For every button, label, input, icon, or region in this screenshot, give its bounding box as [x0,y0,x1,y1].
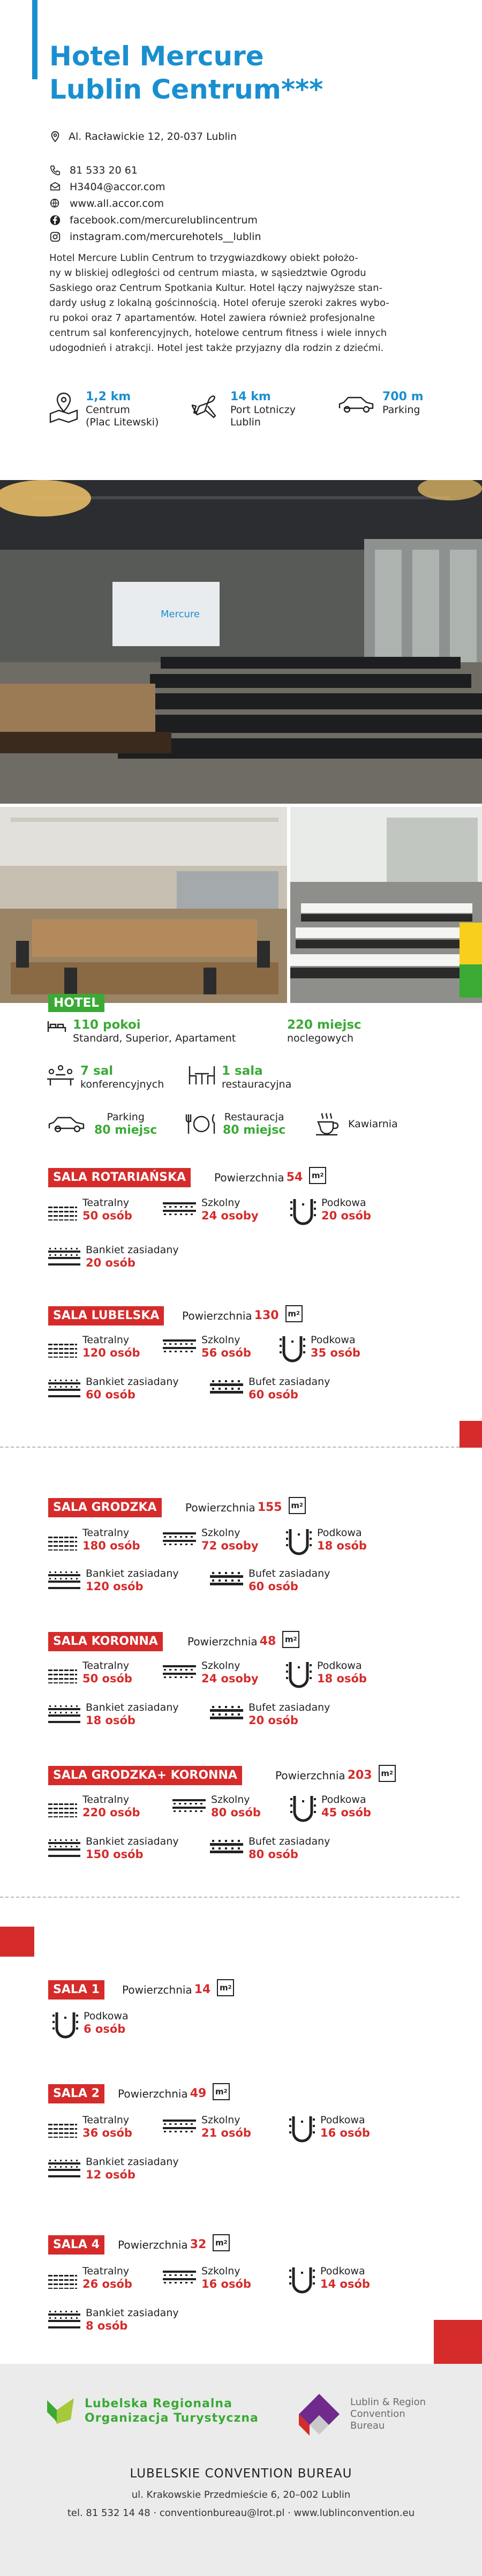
car-icon [46,1111,89,1137]
description-line: Hotel Mercure Lublin Centrum to trzygwiazdkowy obiekt położo- [49,252,358,264]
cap-value: 180 osób [82,1539,140,1552]
facebook-icon [49,214,61,226]
cap-label: Teatralny [82,1794,130,1806]
banquet-layout-icon [48,1702,80,1725]
restaurant-rooms-label: restauracyjna [222,1079,292,1090]
conference-rooms-value: 7 sal [80,1064,114,1078]
square-meter-icon: m 2 [285,1305,303,1322]
cap-value: 18 osób [86,1714,135,1727]
cap-school [172,1794,261,1819]
cap-theater [48,1794,140,1819]
fact-restaurant-room [187,1064,291,1091]
cap-banquet [48,1244,179,1270]
horseshoe-layout-icon [280,1334,305,1366]
cap-value: 24 osoby [201,1672,259,1685]
website-text[interactable]: www.all.accor.com [70,197,164,209]
cap-label: Teatralny [82,1527,130,1539]
surface-label: Powierzchnia [275,1769,345,1782]
bureau-contact[interactable]: tel. 81 532 14 48 · conventionbureau@lrot.pl · www.lublinconvention.eu [67,2507,415,2519]
cap-label: Bufet zasiadany [248,1702,330,1713]
cap-label: Teatralny [82,2114,130,2126]
theater-layout-icon [48,1527,77,1551]
surface-value: 49 [190,2087,207,2100]
bureau-name: LUBELSKIE CONVENTION BUREAU [130,2467,352,2481]
cap-value: 50 osób [82,1672,132,1685]
hall-surface-grodzka [185,1498,306,1517]
phone-text[interactable]: 81 533 20 61 [70,164,138,176]
surface-label: Powierzchnia [118,2087,188,2100]
distance-center-label: Centrum [86,404,130,416]
parking-value: 80 miejsc [94,1124,157,1137]
cap-label: Podkowa [317,1660,362,1672]
cap-horseshoe [289,2114,370,2146]
classroom-layout-icon [172,1794,206,1817]
cap-value: 8 osób [86,2319,128,2332]
cap-value: 18 osób [317,1539,367,1552]
cap-label: Podkowa [321,1197,366,1209]
restaurant-label: Restauracja [224,1111,284,1123]
banquet-layout-icon [48,1244,80,1268]
hall-tag-grodzka-koronna: SALA GRODZKA+ KORONNA [48,1766,242,1785]
fact-rooms [46,1018,236,1045]
description-line: ny w bliskiej odległości od centrum miasta, w sąsiedztwie Ogrodu [49,267,366,279]
double-bed-icon [46,1018,67,1036]
cap-label: Teatralny [82,1334,130,1346]
cap-value: 20 osób [321,1209,371,1222]
cap-value: 16 osób [320,2126,370,2139]
hall-tag-lubelska: SALA LUBELSKA [48,1306,164,1326]
surface-value: 48 [259,1635,276,1648]
classroom-room-photo [290,807,482,1003]
cap-value: 24 osoby [201,1209,259,1222]
cap-label: Podkowa [321,1794,366,1806]
projection-screen-logo: Mercure [161,609,200,620]
cap-label: Szkolny [201,1334,240,1346]
cap-value: 6 osób [84,2023,126,2035]
facebook-text[interactable]: facebook.com/mercurelublincentrum [70,214,258,226]
cap-school [163,2114,251,2140]
cap-label: Bankiet zasiadany [86,1702,179,1713]
cap-buffet [210,1568,330,1593]
description-line: Saskiego oraz Centrum Spotkania Kultur. Hotel łączy najwyższe stan- [49,282,382,294]
surface-label: Powierzchnia [118,2238,188,2251]
city-map-pin-icon [47,390,80,423]
instagram-icon [49,231,61,243]
classroom-layout-icon [163,1334,196,1358]
conference-rooms-label: konferencyjnych [80,1079,164,1090]
classroom-layout-icon [163,1197,196,1220]
cap-label: Bankiet zasiadany [86,1836,179,1847]
cap-label: Bufet zasiadany [248,1568,330,1579]
cap-horseshoe [290,1794,371,1826]
surface-label: Powierzchnia [182,1309,252,1322]
cap-value: 60 osób [86,1388,135,1401]
cap-label: Szkolny [201,1527,240,1539]
cap-label: Bankiet zasiadany [86,2156,179,2168]
fact-restaurant [185,1111,285,1137]
cap-label: Teatralny [82,1660,130,1672]
hall-tag-grodzka: SALA GRODZKA [48,1498,162,1517]
square-meter-icon: m 2 [282,1631,299,1648]
address-row [49,131,237,143]
decor-square-red [460,1421,482,1448]
cap-school [163,2265,251,2291]
rooms-value: 110 pokoi [73,1018,141,1032]
distance-airport-label: Port Lotniczy [230,404,296,416]
cap-label: Podkowa [320,2265,365,2277]
hall-tag-sala1: SALA 1 [48,1980,104,2000]
horseshoe-layout-icon [52,2010,78,2042]
horseshoe-layout-icon [290,1794,316,1826]
cap-label: Podkowa [320,2114,365,2126]
restaurant-value: 80 miejsc [223,1124,286,1137]
distance-center-value: 1,2 km [86,390,131,403]
surface-value: 155 [257,1501,282,1514]
surface-label: Powierzchnia [185,1501,255,1514]
cap-value: 16 osób [201,2278,251,2290]
cap-school [163,1527,259,1553]
hall-surface-koronna [187,1632,299,1651]
cap-value: 12 osób [86,2168,135,2181]
cap-value: 72 osoby [201,1539,259,1552]
airplane-icon [192,390,225,423]
fact-conference [46,1064,164,1091]
square-meter-icon: m 2 [289,1497,306,1514]
cap-theater [48,2114,132,2140]
description-line: dardy usług z lokalną gościnnością. Hotel oferuje szeroki zakres wybo- [49,297,389,309]
cap-banquet [48,1376,179,1402]
surface-value: 32 [190,2238,207,2251]
theater-layout-icon [48,1660,77,1683]
fact-cafe [314,1111,398,1137]
cap-school [163,1334,251,1360]
classroom-layout-icon [163,2265,196,2289]
banquet-room-photo [0,807,287,1003]
theater-layout-icon [48,1794,77,1817]
cap-label: Szkolny [211,1794,250,1806]
banquet-layout-icon [48,1568,80,1591]
distance-parking [336,390,424,418]
hall-surface-sala1 [122,1980,234,2000]
square-meter-icon: m 2 [217,1979,234,1996]
hall-surface-rotarianska [214,1168,326,1187]
cap-theater [48,1527,140,1553]
section-divider [0,1897,460,1898]
surface-value: 54 [286,1171,303,1184]
cap-value: 50 osób [82,1209,132,1222]
cap-value: 120 osób [86,1580,144,1593]
decor-square-red [0,1927,34,1957]
cap-value: 20 osób [248,1714,298,1727]
cap-label: Bankiet zasiadany [86,1244,179,1256]
distances-row [47,390,454,433]
lrot-logo [45,2396,259,2426]
cap-banquet [48,1702,179,1727]
cap-horseshoe [52,2010,129,2042]
surface-value: 203 [347,1769,372,1782]
cap-label: Bankiet zasiadany [86,2307,179,2319]
cap-theater [48,1660,132,1686]
email-icon [49,181,61,193]
classroom-layout-icon [163,2114,196,2138]
rooms-types: Standard, Superior, Apartament [73,1032,236,1044]
hotel-title-line1: Hotel Mercure [49,41,264,72]
phone-icon [49,164,61,176]
horseshoe-layout-icon [286,1660,312,1692]
plate-cutlery-icon [185,1111,217,1137]
hall-tag-rotarianska: SALA ROTARIAŃSKA [48,1168,191,1187]
cap-value: 36 osób [82,2126,132,2139]
buffet-layout-icon [210,1836,243,1859]
cafe-label: Kawiarnia [348,1118,398,1130]
distance-parking-value: 700 m [382,390,424,403]
classroom-layout-icon [163,1660,196,1683]
conference-table-icon [46,1064,75,1088]
hotel-title [49,40,456,106]
banquet-layout-icon [48,1836,80,1859]
surface-value: 14 [194,1983,211,1996]
cap-school [163,1660,259,1686]
hall-surface-sala4 [118,2235,230,2255]
cap-label: Szkolny [201,2265,240,2277]
hotel-description [49,251,440,356]
description-line: udogodnień i atrakcji. Hotel jest także przyjazny dla rodzin z dziećmi. [49,342,384,354]
distance-parking-label: Parking [382,404,420,416]
cap-horseshoe [286,1660,367,1692]
decor-square-red [434,2320,482,2364]
cap-label: Bufet zasiadany [248,1376,330,1388]
horseshoe-layout-icon [289,2114,315,2146]
lrcb-logo [293,2391,426,2438]
contact-list [49,162,446,245]
bureau-address: ul. Krakowskie Przedmieście 6, 20–002 Lublin [131,2489,351,2500]
cap-value: 80 osób [248,1848,298,1861]
banquet-layout-icon [48,2307,80,2331]
theater-layout-icon [48,1197,77,1220]
cap-horseshoe [289,2265,370,2297]
lrot-line1: Lubelska Regionalna [85,2397,232,2410]
instagram-text[interactable]: instagram.com/mercurehotels__lublin [70,230,261,243]
fact-parking [46,1111,157,1137]
hall-tag-koronna: SALA KORONNA [48,1632,163,1651]
website-row [49,195,446,212]
distance-center [47,390,159,429]
buffet-layout-icon [210,1702,243,1725]
section-divider [0,1447,460,1448]
surface-label: Powierzchnia [122,1983,192,1996]
description-line: centrum sal konferencyjnych, hotelowe centrum fitness i wiele innych [49,327,387,339]
cap-label: Szkolny [201,2114,240,2126]
cap-value: 220 osób [82,1806,140,1819]
lrcb-ribbon-icon [293,2391,345,2438]
hall-tag-sala4: SALA 4 [48,2235,104,2255]
address-text: Al. Racławickie 12, 20-037 Lublin [69,131,237,143]
hotel-section-tag: HOTEL [48,994,104,1012]
lrcb-line2: Convention [350,2408,405,2420]
cap-value: 35 osób [311,1346,360,1359]
square-meter-icon: m 2 [379,1765,396,1782]
cap-theater [48,2265,132,2291]
horseshoe-layout-icon [289,2265,315,2297]
hall-surface-sala2 [118,2084,230,2103]
cap-value: 14 osób [320,2278,370,2290]
cap-value: 56 osób [201,1346,251,1359]
cap-banquet [48,1836,179,1861]
cap-label: Podkowa [84,2010,129,2022]
cap-horseshoe [290,1197,371,1229]
cap-label: Podkowa [311,1334,356,1346]
distance-airport [192,390,296,429]
surface-value: 130 [254,1309,279,1322]
buffet-layout-icon [210,1376,243,1399]
hall-surface-lubelska [182,1306,303,1326]
cap-value: 150 osób [86,1848,144,1861]
cap-label: Szkolny [201,1197,240,1209]
car-icon [336,390,377,418]
location-pin-icon [49,131,61,143]
hall-tag-sala2: SALA 2 [48,2084,104,2103]
cap-value: 21 osób [201,2126,251,2139]
description-line: ru pokoi oraz 7 apartamentów. Hotel zawiera również profesjonalne [49,312,375,324]
distance-center-sublabel: (Plac Litewski) [86,416,159,428]
square-meter-icon: m 2 [213,2234,230,2251]
distance-airport-value: 14 km [230,390,271,403]
lrcb-line1: Lublin & Region [350,2397,426,2408]
beds-label: noclegowych [287,1032,354,1044]
dining-table-icon [187,1064,216,1088]
cap-horseshoe [286,1527,367,1559]
cap-label: Podkowa [317,1527,362,1539]
cap-value: 26 osób [82,2278,132,2290]
cap-buffet [210,1702,330,1727]
horseshoe-layout-icon [290,1197,316,1229]
cap-school [163,1197,259,1223]
theater-layout-icon [48,1334,77,1358]
cap-value: 45 osób [321,1806,371,1819]
email-row [49,178,446,195]
cap-value: 60 osób [248,1388,298,1401]
cap-label: Bankiet zasiadany [86,1376,179,1388]
theater-layout-icon [48,2114,77,2138]
theater-layout-icon [48,2265,77,2289]
distance-airport-sublabel: Lublin [230,416,261,428]
cap-label: Teatralny [82,2265,130,2277]
coffee-cup-icon [314,1111,343,1137]
lrot-line2: Organizacja Turystyczna [85,2412,259,2425]
facebook-row [49,212,446,228]
cap-banquet [48,2156,179,2182]
globe-cursor-icon [49,198,61,209]
cap-theater [48,1197,132,1223]
buffet-layout-icon [210,1568,243,1591]
beds-value: 220 miejsc [287,1018,362,1032]
hall-surface-grodzka-koronna [275,1766,396,1785]
square-meter-icon: m 2 [309,1167,326,1184]
instagram-row [49,228,446,245]
cap-label: Teatralny [82,1197,130,1209]
phone-row [49,162,446,178]
fact-beds [287,1018,362,1045]
cap-value: 80 osób [211,1806,261,1819]
surface-label: Powierzchnia [187,1635,258,1648]
restaurant-rooms-value: 1 sala [222,1064,263,1078]
cap-label: Bufet zasiadany [248,1836,330,1847]
lrot-leaf-icon [45,2396,77,2426]
cap-banquet [48,1568,179,1593]
header-accent-bar [32,0,37,79]
cap-label: Bankiet zasiadany [86,1568,179,1579]
banquet-layout-icon [48,2156,80,2180]
decor-square-yellow [460,923,482,964]
cap-buffet [210,1836,330,1861]
cap-theater [48,1334,140,1360]
cap-buffet [210,1376,330,1402]
cap-value: 18 osób [317,1672,367,1685]
cap-horseshoe [280,1334,360,1366]
surface-label: Powierzchnia [214,1171,284,1184]
cap-banquet [48,2307,179,2333]
conference-room-photo [0,480,482,804]
cap-value: 20 osób [86,1256,135,1269]
parking-label: Parking [107,1111,145,1123]
horseshoe-layout-icon [286,1527,312,1559]
cap-label: Szkolny [201,1660,240,1672]
classroom-layout-icon [163,1527,196,1551]
banquet-layout-icon [48,1376,80,1399]
square-meter-icon: m 2 [213,2083,230,2100]
cap-value: 120 osób [82,1346,140,1359]
decor-square-green [460,964,482,998]
email-text[interactable]: H3404@accor.com [70,181,165,193]
lrcb-line3: Bureau [350,2420,385,2431]
cap-value: 60 osób [248,1580,298,1593]
hotel-title-line2: Lublin Centrum*** [49,74,323,105]
